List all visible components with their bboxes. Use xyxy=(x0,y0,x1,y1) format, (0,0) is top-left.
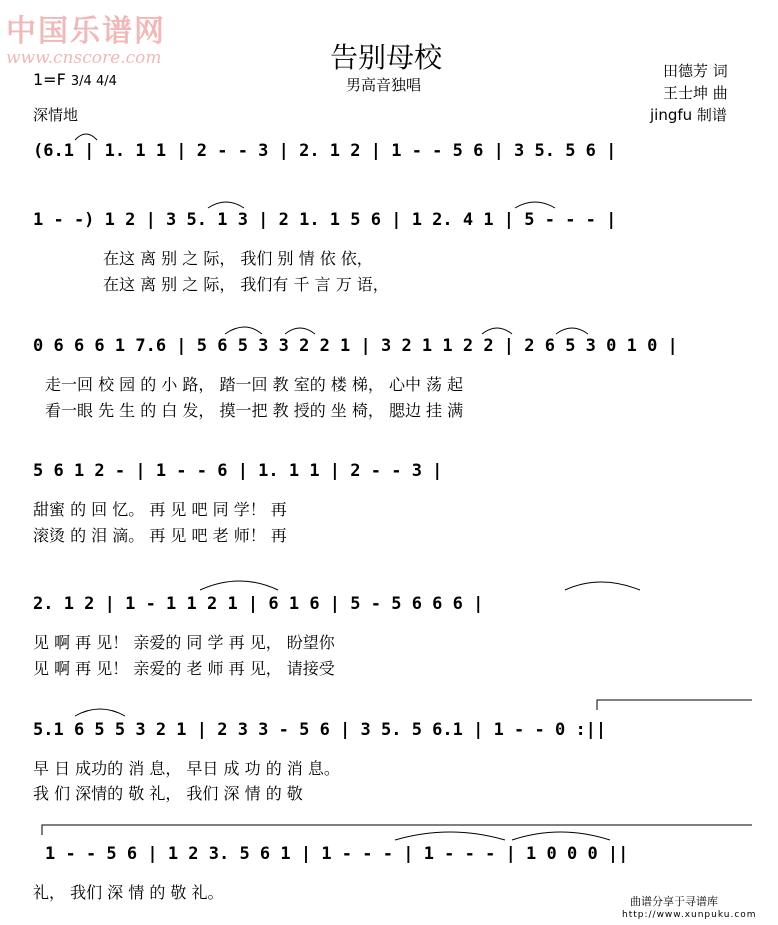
lyric-line-6a: 早 日 成功的 消 息， 早日 成 功 的 消 息。 xyxy=(33,759,340,778)
song-subtitle: 男高音独唱 xyxy=(346,76,422,94)
key-label: 1=F xyxy=(33,70,66,89)
score-line-1: (6.1 | 1. 1 1 | 2 - - 3 | 2. 1 2 | 1 - - 5 6 | 3 5. 5 6 | xyxy=(33,141,617,161)
lyric-line-4a: 甜蜜 的 回 忆。 再 见 吧 同 学！ 再 xyxy=(33,500,287,519)
score-line-5: 2. 1 2 | 1 - 1 1 2 1 | 6 1 6 | 5 - 5 6 6 6 | xyxy=(33,594,484,614)
score-line-2: 1 - -) 1 2 | 3 5. 1 3 | 2 1. 1 5 6 | 1 2. 4 1 | 5 - - - | xyxy=(33,210,617,230)
time-signature: 3/4 4/4 xyxy=(70,74,117,89)
lyric-line-7: 礼， 我们 深 情 的 敬 礼。 xyxy=(33,883,224,902)
watermark-brand: 中国乐谱网 xyxy=(6,14,166,49)
watermark-url: www.cnscore.com xyxy=(6,48,162,68)
song-title: 告别母校 xyxy=(330,41,443,74)
arranger-credit: jingfu 制谱 xyxy=(650,106,727,124)
composer-credit: 王士坤 曲 xyxy=(663,84,728,102)
lyricist-credit: 田德芳 词 xyxy=(663,62,728,80)
lyric-line-2a: 在这 离 别 之 际， 我们 别 情 依 依， xyxy=(103,249,373,268)
tempo-marking: 深情地 xyxy=(33,106,79,124)
lyric-line-5b: 见 啊 再 见！ 亲爱的 老 师 再 见， 请接受 xyxy=(33,659,335,678)
score-line-3: 0 6 6 6 1 7.6 | 5 6 5 3 3 2 2 1 | 3 2 1 1 2 2 | 2 6 5 3 0 1 0 | xyxy=(33,336,678,356)
lyric-line-5a: 见 啊 再 见！ 亲爱的 同 学 再 见， 盼望你 xyxy=(33,633,335,652)
lyric-line-4b: 滚烫 的 泪 滴。 再 见 吧 老 师！ 再 xyxy=(33,526,287,545)
score-line-4: 5 6 1 2 - | 1 - - 6 | 1. 1 1 | 2 - - 3 | xyxy=(33,461,443,481)
score-line-7: 1 - - 5 6 | 1 2 3. 5 6 1 | 1 - - - | 1 - - - | 1 0 0 0 || xyxy=(45,844,629,864)
score-line-6: 5.1 6 5 5 3 2 1 | 2 3 3 - 5 6 | 3 5. 5 6.1 | 1 - - 0 :|| xyxy=(33,720,607,740)
key-signature xyxy=(33,70,117,89)
footer-share-text: 曲谱分享于寻谱库 xyxy=(630,895,718,908)
footer-url[interactable]: http://www.xunpuku.com xyxy=(622,910,757,920)
lyric-line-6b: 我 们 深情的 敬 礼， 我们 深 情 的 敬 xyxy=(33,784,303,803)
lyric-line-3a: 走一回 校 园 的 小 路， 踏一回 教 室的 楼 梯， 心中 荡 起 xyxy=(45,375,464,394)
lyric-line-3b: 看一眼 先 生 的 白 发， 摸一把 教 授的 坐 椅， 腮边 挂 满 xyxy=(45,401,464,420)
lyric-line-2b: 在这 离 别 之 际， 我们有 千 言 万 语， xyxy=(103,275,389,294)
